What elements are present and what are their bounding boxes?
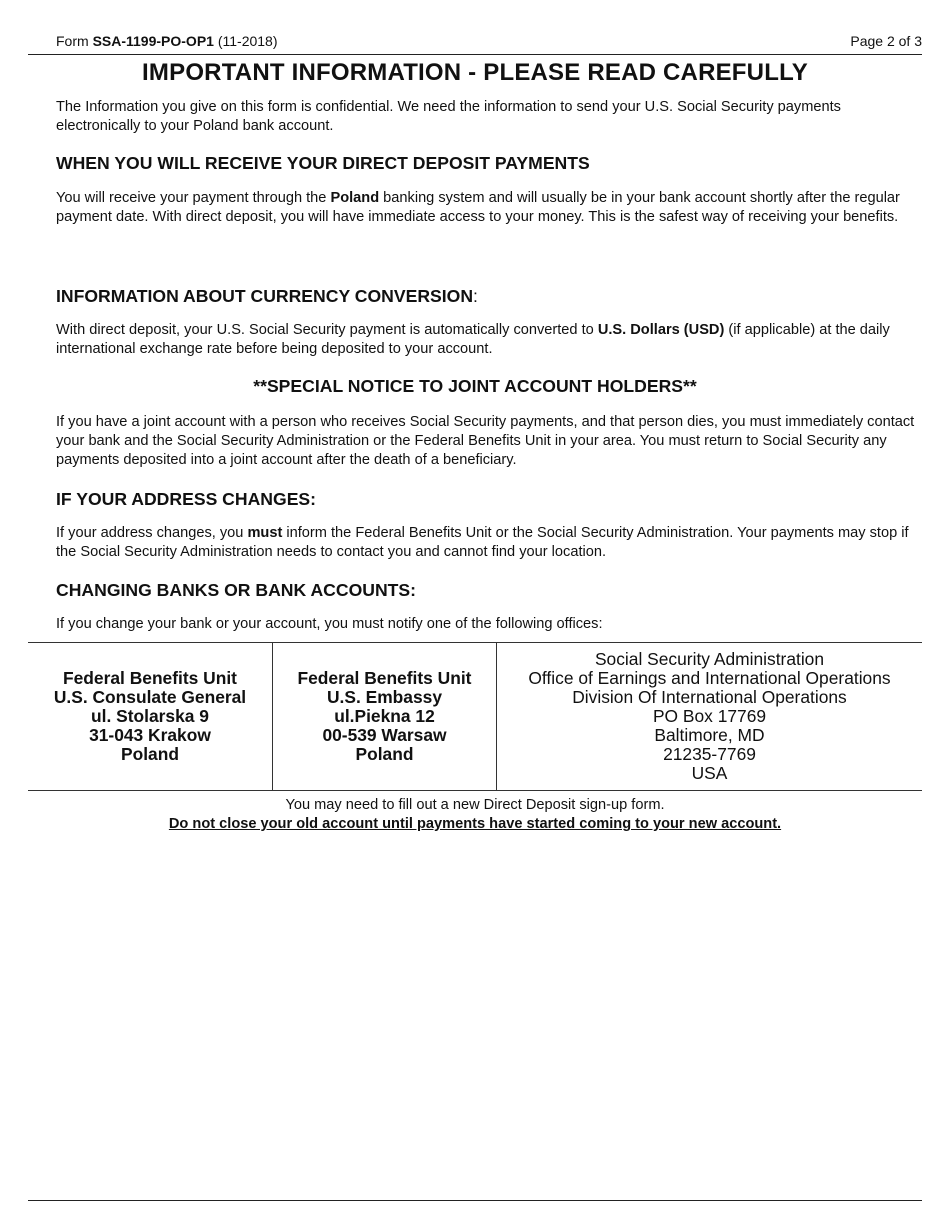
office-line: 31-043 Krakow (89, 725, 211, 745)
footer-divider (28, 1200, 922, 1201)
currency-paragraph: With direct deposit, your U.S. Social Security payment is automatically converted to U.S. Dollars (USD) (if applicable) at the daily international exchange rate before being deposited to your account. (56, 322, 890, 357)
joint-paragraph: If you have a joint account with a person who receives Social Security payments, and that person dies, you must immediately contact your bank and the Social Security Administration or the Federal Benefits Unit in your area. You must return to Social Security any payments deposited into a joint account after the death of a beneficiary. (56, 414, 915, 468)
form-prefix: Form (56, 33, 93, 49)
form-revision: (11-2018) (213, 33, 278, 49)
address-bold: must (247, 525, 283, 541)
office-line: Federal Benefits Unit (297, 668, 472, 688)
office-ssa (497, 643, 922, 790)
office-line: U.S. Embassy (326, 687, 442, 707)
office-line: Baltimore, MD (654, 725, 765, 745)
office-line: Division Of International Operations (572, 687, 847, 707)
page-number: Page 2 of 3 (850, 33, 922, 49)
intro-paragraph: The Information you give on this form is confidential. We need the information to send your U.S. Social Security payments electronically to your Poland bank account. (56, 99, 841, 134)
currency-bold: U.S. Dollars (USD) (597, 322, 725, 338)
receive-paragraph: You will receive your payment through the Poland banking system and will usually be in your bank account shortly after the regular payment date. With direct deposit, you will have immediate access to your money. This is the safest way of receiving your benefits. (56, 190, 900, 225)
signup-note: You may need to fill out a new Direct Deposit sign-up form. (285, 797, 665, 813)
receive-bold: Poland (330, 190, 380, 206)
office-line: U.S. Consulate General (53, 687, 247, 707)
office-line: 00-539 Warsaw (322, 725, 447, 745)
office-warsaw (273, 643, 497, 790)
office-line: ul.Piekna 12 (334, 706, 435, 726)
header-divider (28, 54, 922, 55)
address-heading: IF YOUR ADDRESS CHANGES: (56, 489, 317, 509)
offices-table (28, 642, 922, 791)
office-line: Poland (355, 744, 414, 764)
office-line: PO Box 17769 (652, 706, 767, 726)
office-krakow (28, 643, 273, 790)
banks-heading: CHANGING BANKS OR BANK ACCOUNTS: (56, 580, 417, 600)
currency-heading: INFORMATION ABOUT CURRENCY CONVERSION: (56, 286, 478, 306)
page-title: IMPORTANT INFORMATION - PLEASE READ CAREFULLY (142, 59, 808, 86)
office-line: Social Security Administration (594, 649, 825, 669)
office-line: Office of Earnings and International Operations (528, 668, 891, 688)
joint-heading: **SPECIAL NOTICE TO JOINT ACCOUNT HOLDERS** (253, 376, 697, 396)
office-line: ul. Stolarska 9 (91, 706, 209, 726)
banks-paragraph: If you change your bank or your account, you must notify one of the following offices: (56, 616, 603, 632)
office-line: Federal Benefits Unit (63, 668, 237, 688)
receive-heading: WHEN YOU WILL RECEIVE YOUR DIRECT DEPOSIT PAYMENTS (56, 153, 590, 173)
form-number: SSA-1199-PO-OP1 (92, 33, 214, 49)
office-line: USA (691, 763, 728, 783)
page-header (0, 31, 922, 53)
office-line: Poland (121, 744, 179, 764)
close-account-warning: Do not close your old account until payments have started coming to your new account. (168, 816, 782, 832)
office-line: 21235-7769 (663, 744, 756, 764)
form-id (56, 31, 278, 51)
address-paragraph: If your address changes, you must inform the Federal Benefits Unit or the Social Security Administration. Your payments may stop if the Social Security Administration needs to contact you and cannot find your location. (56, 525, 909, 560)
